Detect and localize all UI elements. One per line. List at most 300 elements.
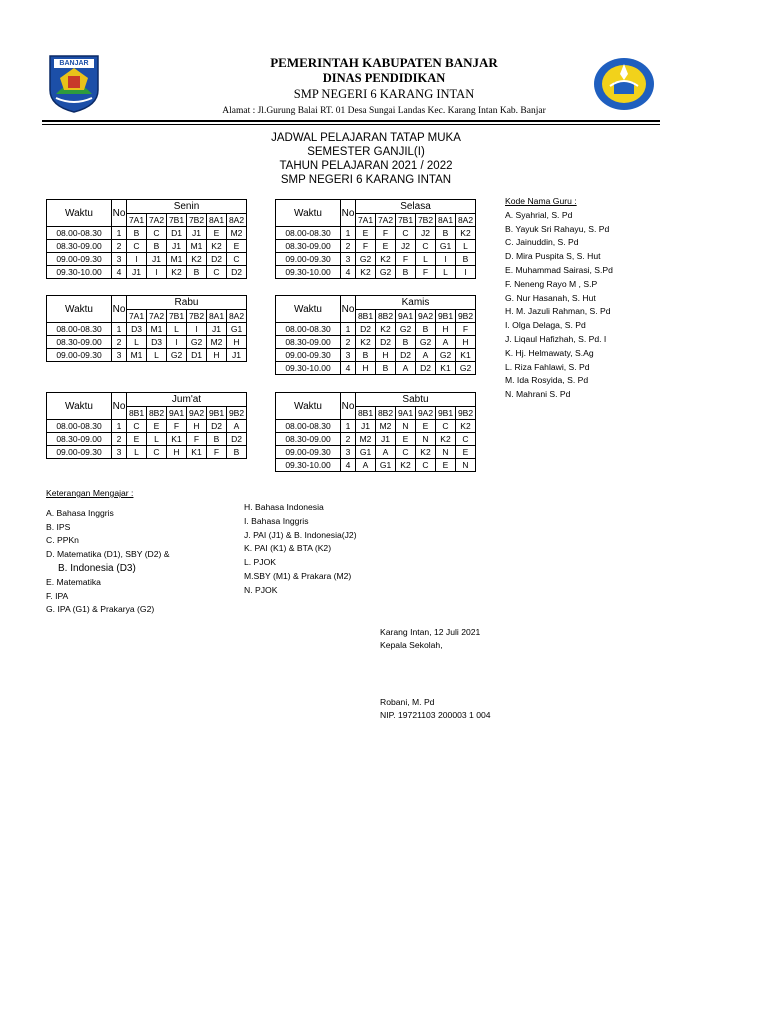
legend-item: B. IPS [46, 521, 71, 532]
time-cell: 08.30-09.00 [47, 336, 112, 349]
subject-code-cell: G1 [436, 240, 456, 253]
subject-code-cell: M2 [376, 420, 396, 433]
subject-code-cell: G1 [376, 459, 396, 472]
subject-code-cell: E [356, 227, 376, 240]
day-header: Selasa [356, 200, 476, 214]
subject-code-cell: L [127, 336, 147, 349]
period-number-cell: 4 [112, 266, 127, 279]
teacher-code-item: F. Neneng Rayo M , S.P [505, 278, 598, 289]
subject-code-cell: J1 [147, 253, 167, 266]
subject-code-cell: F [396, 253, 416, 266]
subject-code-cell: M1 [127, 349, 147, 362]
waktu-header: Waktu [276, 296, 341, 323]
subject-code-cell: E [227, 240, 247, 253]
subject-code-cell: C [396, 446, 416, 459]
class-header: 8A1 [207, 214, 227, 227]
subject-code-cell: N [396, 420, 416, 433]
class-header: 8A2 [227, 214, 247, 227]
legend-item: A. Bahasa Inggris [46, 507, 114, 518]
time-cell: 08.00-08.30 [276, 227, 341, 240]
subject-code-cell: D1 [187, 349, 207, 362]
class-header: 9B1 [436, 407, 456, 420]
class-header: 8A1 [436, 214, 456, 227]
subject-code-cell: A [356, 459, 376, 472]
period-number-cell: 3 [112, 253, 127, 266]
class-header: 8B2 [147, 407, 167, 420]
time-cell: 09.00-09.30 [47, 253, 112, 266]
teacher-code-item: E. Muhammad Sairasi, S.Pd [505, 264, 613, 275]
subject-code-cell: J2 [416, 227, 436, 240]
subject-code-cell: J2 [396, 240, 416, 253]
subject-code-cell: D2 [416, 362, 436, 375]
waktu-header: Waktu [276, 393, 341, 420]
period-number-cell: 1 [341, 420, 356, 433]
no-header: No [341, 200, 356, 227]
period-number-cell: 2 [341, 240, 356, 253]
legend-item: I. Bahasa Inggris [244, 515, 309, 526]
title-line-2: SEMESTER GANJIL(I) [307, 146, 425, 158]
subject-code-cell: H [187, 420, 207, 433]
subject-code-cell: K2 [187, 253, 207, 266]
legend-item: G. IPA (G1) & Prakarya (G2) [46, 604, 155, 615]
subject-code-cell: H [207, 349, 227, 362]
letterhead-rule [42, 120, 660, 122]
schedule-table-senin [46, 199, 247, 279]
subject-code-cell: G2 [436, 349, 456, 362]
subject-code-cell: K2 [416, 446, 436, 459]
subject-code-cell: K1 [456, 349, 476, 362]
subject-code-cell: J1 [207, 323, 227, 336]
period-number-cell: 3 [341, 253, 356, 266]
class-header: 9A2 [416, 407, 436, 420]
period-number-cell: 2 [112, 336, 127, 349]
subject-code-cell: A [227, 420, 247, 433]
subject-code-cell: M2 [207, 336, 227, 349]
subject-code-cell: I [127, 253, 147, 266]
teacher-code-item: H. M. Jazuli Rahman, S. Pd [505, 306, 611, 317]
subject-code-cell: H [167, 446, 187, 459]
no-header: No [112, 393, 127, 420]
period-number-cell: 1 [112, 420, 127, 433]
class-header: 7A1 [127, 310, 147, 323]
class-header: 7B1 [396, 214, 416, 227]
subject-code-cell: L [167, 323, 187, 336]
subject-code-cell: C [127, 240, 147, 253]
time-cell: 08.30-09.00 [47, 433, 112, 446]
subject-code-cell: F [187, 433, 207, 446]
subject-code-cell: F [416, 266, 436, 279]
waktu-header: Waktu [47, 200, 112, 227]
signature-name-block [380, 696, 491, 722]
teacher-code-item: A. Syahrial, S. Pd [505, 209, 573, 220]
subject-code-cell: K2 [456, 227, 476, 240]
class-header: 7A1 [356, 214, 376, 227]
subject-code-cell: C [396, 227, 416, 240]
class-header: 9A1 [396, 407, 416, 420]
waktu-header: Waktu [47, 393, 112, 420]
subject-code-cell: G1 [356, 446, 376, 459]
signature-name: Robani, M. Pd [380, 697, 435, 707]
subject-code-cell: D2 [396, 349, 416, 362]
class-header: 9B2 [227, 407, 247, 420]
legend-item: D. Matematika (D1), SBY (D2) & [46, 549, 170, 560]
subject-code-cell: D3 [147, 336, 167, 349]
class-header: 9B2 [456, 407, 476, 420]
teacher-code-item: K. Hj. Helmawaty, S.Ag [505, 347, 594, 358]
table-row [47, 240, 247, 253]
teacher-code-item: I. Olga Delaga, S. Pd [505, 320, 586, 331]
day-header: Senin [127, 200, 247, 214]
legend-item: E. Matematika [46, 576, 101, 587]
subject-code-cell: J1 [127, 266, 147, 279]
subject-code-cell: G2 [356, 253, 376, 266]
header-row [276, 200, 476, 214]
legend-item: F. IPA [46, 590, 69, 601]
time-cell: 09.00-09.30 [276, 253, 341, 266]
subject-code-cell: I [187, 323, 207, 336]
subject-code-cell: K2 [356, 336, 376, 349]
subject-code-cell: C [207, 266, 227, 279]
subject-code-cell: G2 [456, 362, 476, 375]
subject-code-cell: L [147, 349, 167, 362]
subject-code-cell: D2 [227, 433, 247, 446]
kop-line-2: DINAS PENDIDIKAN [322, 71, 446, 85]
subject-code-cell: N [416, 433, 436, 446]
table-row [276, 323, 476, 336]
title-line-1: JADWAL PELAJARAN TATAP MUKA [271, 132, 461, 144]
subject-code-cell: C [416, 459, 436, 472]
subject-code-cell: C [227, 253, 247, 266]
subject-code-cell: K2 [456, 420, 476, 433]
day-header: Jum'at [127, 393, 247, 407]
subject-code-cell: I [147, 266, 167, 279]
subject-code-cell: L [147, 433, 167, 446]
legend-item: K. PAI (K1) & BTA (K2) [244, 543, 332, 554]
subject-code-cell: D2 [227, 266, 247, 279]
time-cell: 09.30-10.00 [47, 266, 112, 279]
subject-code-cell: L [456, 240, 476, 253]
subject-code-cell: J1 [187, 227, 207, 240]
subject-code-cell: B [356, 349, 376, 362]
table-row [47, 433, 247, 446]
time-cell: 08.00-08.30 [47, 323, 112, 336]
signature-nip: NIP. 19721103 200003 1 004 [380, 710, 491, 720]
subject-code-cell: L [416, 253, 436, 266]
legend-item: N. PJOK [244, 584, 278, 595]
legend-item: M.SBY (M1) & Prakara (M2) [244, 570, 352, 581]
subject-code-cell: F [167, 420, 187, 433]
subject-code-cell: G2 [396, 323, 416, 336]
subject-code-cell: D2 [207, 253, 227, 266]
period-number-cell: 3 [112, 349, 127, 362]
class-header: 7B2 [187, 214, 207, 227]
subject-code-cell: M1 [147, 323, 167, 336]
header-row [47, 393, 247, 407]
subject-code-cell: B [456, 253, 476, 266]
schedule-table-selasa [275, 199, 476, 279]
subject-code-cell: C [127, 420, 147, 433]
period-number-cell: 2 [341, 336, 356, 349]
subject-code-cell: A [376, 446, 396, 459]
subject-code-cell: F [376, 227, 396, 240]
subject-code-cell: K1 [187, 446, 207, 459]
class-header: 9B1 [436, 310, 456, 323]
no-header: No [341, 393, 356, 420]
table-row [276, 459, 476, 472]
subject-code-cell: B [187, 266, 207, 279]
class-header: 8A2 [456, 214, 476, 227]
subject-code-cell: K2 [376, 253, 396, 266]
class-header: 8B1 [356, 310, 376, 323]
teacher-code-list [505, 195, 613, 402]
legend-item-continued: B. Indonesia (D3) [58, 562, 136, 574]
subject-code-cell: E [376, 240, 396, 253]
class-header: 7A2 [376, 214, 396, 227]
subject-code-cell: M1 [167, 253, 187, 266]
subject-code-cell: I [167, 336, 187, 349]
header-row [47, 200, 247, 214]
class-header: 8A1 [207, 310, 227, 323]
title-line-3: TAHUN PELAJARAN 2021 / 2022 [279, 160, 453, 172]
subject-code-cell: K2 [396, 459, 416, 472]
subject-code-cell: C [147, 227, 167, 240]
class-header: 8B2 [376, 310, 396, 323]
waktu-header: Waktu [47, 296, 112, 323]
subject-code-cell: E [456, 446, 476, 459]
header-row [47, 296, 247, 310]
subject-code-cell: B [227, 446, 247, 459]
subject-code-cell: I [456, 266, 476, 279]
time-cell: 09.00-09.30 [47, 446, 112, 459]
teacher-code-item: M. Ida Rosyida, S. Pd [505, 375, 589, 386]
schedule-table-sabtu [275, 392, 476, 472]
subject-code-cell: J1 [376, 433, 396, 446]
signature-place-date: Karang Intan, 12 Juli 2021 [380, 627, 481, 637]
letterhead-rule-thin [42, 124, 660, 125]
class-header: 7A1 [127, 214, 147, 227]
time-cell: 08.00-08.30 [47, 227, 112, 240]
no-header: No [112, 296, 127, 323]
subject-code-cell: D2 [207, 420, 227, 433]
subject-code-cell: C [436, 420, 456, 433]
kop-address: Alamat : Jl.Gurung Balai RT. 01 Desa Sungai Landas Kec. Karang Intan Kab. Banjar [222, 106, 546, 116]
teacher-code-item: N. Mahrani S. Pd [505, 389, 571, 400]
subject-code-cell: F [456, 323, 476, 336]
subject-code-cell: H [227, 336, 247, 349]
period-number-cell: 4 [341, 362, 356, 375]
day-header: Kamis [356, 296, 476, 310]
document-title [130, 131, 602, 187]
subject-code-cell: F [207, 446, 227, 459]
signature-block [380, 626, 480, 652]
subject-code-cell: E [127, 433, 147, 446]
subject-code-cell: B [207, 433, 227, 446]
table-row [47, 349, 247, 362]
subject-code-cell: D2 [376, 336, 396, 349]
table-row [276, 446, 476, 459]
period-number-cell: 4 [341, 266, 356, 279]
class-header: 8A2 [227, 310, 247, 323]
subject-code-cell: B [127, 227, 147, 240]
subject-code-cell: N [456, 459, 476, 472]
title-line-4: SMP NEGERI 6 KARANG INTAN [280, 174, 452, 186]
logo-left-text: BANJAR [59, 60, 89, 67]
table-row [47, 323, 247, 336]
subject-legend-right [244, 501, 357, 598]
subject-code-cell: A [416, 349, 436, 362]
subject-code-cell: E [416, 420, 436, 433]
period-number-cell: 2 [112, 433, 127, 446]
subject-code-cell: C [416, 240, 436, 253]
class-header: 9A1 [167, 407, 187, 420]
subject-code-cell: H [356, 362, 376, 375]
class-header: 9A2 [187, 407, 207, 420]
time-cell: 09.30-10.00 [276, 362, 341, 375]
subject-code-cell: K2 [167, 266, 187, 279]
table-row [276, 240, 476, 253]
subject-code-cell: B [147, 240, 167, 253]
subject-code-cell: J1 [167, 240, 187, 253]
class-header: 9B1 [207, 407, 227, 420]
table-row [47, 266, 247, 279]
subject-code-cell: D3 [127, 323, 147, 336]
class-header: 7A2 [147, 214, 167, 227]
legend-item: C. PPKn [46, 535, 79, 546]
period-number-cell: 4 [341, 459, 356, 472]
time-cell: 08.00-08.30 [47, 420, 112, 433]
time-cell: 09.00-09.30 [47, 349, 112, 362]
table-row [276, 433, 476, 446]
subject-code-cell: B [396, 336, 416, 349]
subject-legend [46, 487, 170, 617]
subject-code-cell: D2 [356, 323, 376, 336]
period-number-cell: 2 [112, 240, 127, 253]
time-cell: 08.30-09.00 [276, 240, 341, 253]
subject-code-cell: N [436, 446, 456, 459]
table-row [47, 336, 247, 349]
no-header: No [112, 200, 127, 227]
time-cell: 08.30-09.00 [276, 336, 341, 349]
subject-code-cell: K2 [356, 266, 376, 279]
class-header: 7B1 [167, 214, 187, 227]
kop-line-1: PEMERINTAH KABUPATEN BANJAR [270, 55, 498, 70]
table-row [276, 266, 476, 279]
day-header: Rabu [127, 296, 247, 310]
class-header: 9A1 [396, 310, 416, 323]
subject-code-cell: K1 [436, 362, 456, 375]
subject-code-cell: C [456, 433, 476, 446]
subject-code-cell: J1 [227, 349, 247, 362]
time-cell: 08.30-09.00 [276, 433, 341, 446]
subject-code-cell: G2 [167, 349, 187, 362]
class-header: 7B1 [167, 310, 187, 323]
table-row [276, 420, 476, 433]
class-header: 9A2 [416, 310, 436, 323]
subject-code-cell: K2 [436, 433, 456, 446]
subject-code-cell: K1 [167, 433, 187, 446]
legend-item: L. PJOK [244, 557, 276, 568]
subject-code-cell: H [456, 336, 476, 349]
teacher-code-item: G. Nur Hasanah, S. Hut [505, 292, 596, 303]
schedule-table-jumat [46, 392, 247, 459]
teacher-code-item: C. Jainuddin, S. Pd [505, 237, 579, 248]
subject-code-cell: B [376, 362, 396, 375]
subject-code-cell: E [396, 433, 416, 446]
header-row [276, 393, 476, 407]
time-cell: 08.00-08.30 [276, 420, 341, 433]
waktu-header: Waktu [276, 200, 341, 227]
subject-code-cell: K2 [207, 240, 227, 253]
teacher-code-item: L. Riza Fahlawi, S. Pd [505, 361, 590, 372]
table-row [47, 253, 247, 266]
table-row [276, 253, 476, 266]
header-row [276, 296, 476, 310]
class-header: 7A2 [147, 310, 167, 323]
class-header: 8B1 [356, 407, 376, 420]
subject-code-cell: M2 [227, 227, 247, 240]
teacher-code-item: D. Mira Puspita S, S. Hut [505, 251, 601, 262]
logo-kabupaten-banjar [46, 54, 102, 114]
day-header: Sabtu [356, 393, 476, 407]
time-cell: 09.30-10.00 [276, 459, 341, 472]
class-header: 7B2 [187, 310, 207, 323]
time-cell: 09.00-09.30 [276, 446, 341, 459]
schedule-table-kamis [275, 295, 476, 375]
subject-code-cell: A [436, 336, 456, 349]
subject-code-cell: L [436, 266, 456, 279]
subject-code-cell: F [356, 240, 376, 253]
table-row [47, 446, 247, 459]
subject-code-cell: G2 [187, 336, 207, 349]
logo-tut-wuri [592, 56, 656, 112]
subject-legend-heading: Keterangan Mengajar : [46, 488, 134, 498]
table-row [47, 420, 247, 433]
subject-code-cell: G2 [376, 266, 396, 279]
legend-item: J. PAI (J1) & B. Indonesia(J2) [244, 529, 357, 540]
kop-line-3: SMP NEGERI 6 KARANG INTAN [293, 87, 475, 101]
subject-code-cell: M2 [356, 433, 376, 446]
subject-code-cell: I [436, 253, 456, 266]
subject-code-cell: E [147, 420, 167, 433]
subject-code-cell: M1 [187, 240, 207, 253]
time-cell: 09.00-09.30 [276, 349, 341, 362]
subject-code-cell: B [416, 323, 436, 336]
no-header: No [341, 296, 356, 323]
period-number-cell: 1 [112, 227, 127, 240]
subject-code-cell: D1 [167, 227, 187, 240]
subject-code-cell: E [436, 459, 456, 472]
class-header: 7B2 [416, 214, 436, 227]
teacher-code-heading: Kode Nama Guru : [505, 196, 577, 206]
subject-code-cell: G1 [227, 323, 247, 336]
table-row [276, 227, 476, 240]
schedule-table-rabu [46, 295, 247, 362]
table-row [276, 336, 476, 349]
teacher-code-item: J. Liqaul Hafizhah, S. Pd. I [505, 333, 607, 344]
class-header: 8B2 [376, 407, 396, 420]
subject-code-cell: J1 [356, 420, 376, 433]
period-number-cell: 3 [341, 349, 356, 362]
class-header: 9B2 [456, 310, 476, 323]
subject-code-cell: H [436, 323, 456, 336]
teacher-code-item: B. Yayuk Sri Rahayu, S. Pd [505, 223, 610, 234]
table-row [276, 362, 476, 375]
period-number-cell: 3 [112, 446, 127, 459]
subject-code-cell: H [376, 349, 396, 362]
time-cell: 08.30-09.00 [47, 240, 112, 253]
subject-code-cell: C [147, 446, 167, 459]
subject-code-cell: E [207, 227, 227, 240]
